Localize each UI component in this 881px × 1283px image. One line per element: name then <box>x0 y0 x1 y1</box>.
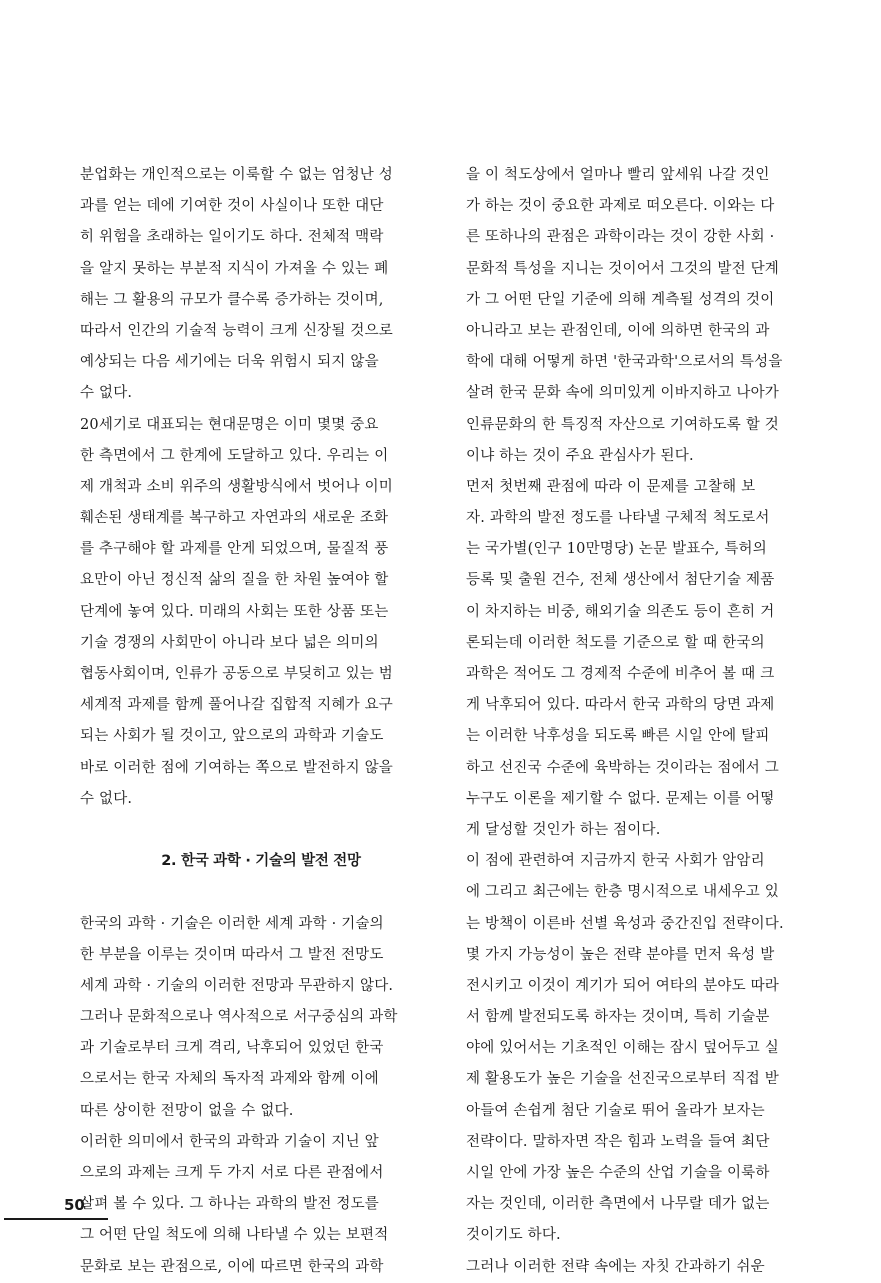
text-line: 른 또하나의 관점은 과학이라는 것이 강한 사회 · <box>466 229 775 246</box>
text-line: 한국의 과학 · 기술은 이러한 세계 과학 · 기술의 <box>80 915 384 932</box>
paragraph <box>466 472 818 846</box>
text-line: 하고 선진국 수준에 육박하는 것이라는 점에서 그 <box>466 759 779 776</box>
page-number: 50 <box>64 1196 85 1214</box>
text-line: 그러나 문화적으로나 역사적으로 서구중심의 과학 <box>80 1009 398 1026</box>
text-line: 과를 얻는 데에 기여한 것이 사실이나 또한 대단 <box>80 198 384 215</box>
spacer <box>80 815 432 846</box>
text-line: 그러나 이러한 전략 속에는 자칫 간과하기 쉬운 <box>466 1258 765 1275</box>
text-line: 한 측면에서 그 한계에 도달하고 있다. 우리는 이 <box>80 447 389 464</box>
text-line: 을 알지 못하는 부분적 지식이 가져올 수 있는 폐 <box>80 260 389 277</box>
text-line: 협동사회이며, 인류가 공동으로 부딪히고 있는 범 <box>80 666 393 682</box>
text-line: 인류문화의 한 특징적 자산으로 기여하도록 할 것 <box>466 416 779 433</box>
text-line: 가 하는 것이 중요한 과제로 떠오른다. 이와는 다 <box>466 198 775 215</box>
spacer <box>80 877 432 908</box>
paragraph <box>80 909 432 1127</box>
paragraph <box>80 1127 432 1283</box>
text-line: 기술 경쟁의 사회만이 아니라 보다 넓은 의미의 <box>80 634 379 651</box>
text-line: 단계에 놓여 있다. 미래의 사회는 또한 상품 또는 <box>80 603 389 620</box>
text-line: 누구도 이론을 제기할 수 없다. 문제는 이를 어떻 <box>466 790 775 807</box>
text-line: 으로서는 한국 자체의 독자적 과제와 함께 이에 <box>80 1071 379 1088</box>
text-line: 이러한 의미에서 한국의 과학과 기술이 지닌 앞 <box>80 1133 379 1150</box>
text-line: 게 달성할 것인가 하는 점이다. <box>466 821 661 838</box>
text-line: 몇 가지 가능성이 높은 전략 분야를 먼저 육성 발 <box>466 946 775 963</box>
text-line: 자는 것인데, 이러한 측면에서 나무랄 데가 없는 <box>466 1196 770 1213</box>
text-line: 살펴 볼 수 있다. 그 하나는 과학의 발전 정도를 <box>80 1196 380 1213</box>
text-line: 먼저 첫번째 관점에 따라 이 문제를 고찰해 보 <box>466 478 756 495</box>
text-line: 이 차지하는 비중, 해외기술 의존도 등이 흔히 거 <box>466 603 775 620</box>
text-line: 아니라고 보는 관점인데, 이에 의하면 한국의 과 <box>466 322 770 339</box>
text-line: 바로 이러한 점에 기여하는 쪽으로 발전하지 않을 <box>80 759 393 776</box>
text-line: 살려 한국 문화 속에 의미있게 이바지하고 나아가 <box>466 385 779 402</box>
text-line: 훼손된 생태계를 복구하고 자연과의 새로운 조화 <box>80 510 389 527</box>
text-line: 과학은 적어도 그 경제적 수준에 비추어 볼 때 크 <box>466 666 775 682</box>
text-line: 세계적 과제를 함께 풀어나갈 집합적 지혜가 요구 <box>80 697 393 714</box>
section-heading: 2. 한국 과학 · 기술의 발전 전망 <box>161 853 361 870</box>
text-line: 아들여 손쉽게 첨단 기술로 뛰어 올라가 보자는 <box>466 1102 765 1119</box>
text-line: 가 그 어떤 단일 기준에 의해 계측될 성격의 것이 <box>466 291 775 308</box>
text-line: 따라서 인간의 기술적 능력이 크게 신장될 것으로 <box>80 322 393 339</box>
text-line: 는 이러한 낙후성을 되도록 빠른 시일 안에 탈피 <box>466 728 770 745</box>
text-line: 20세기로 대표되는 현대문명은 이미 몇몇 중요 <box>80 416 379 433</box>
text-line: 전시키고 이것이 계기가 되어 여타의 분야도 따라 <box>466 977 779 994</box>
text-line: 게 낙후되어 있다. 따라서 한국 과학의 당면 과제 <box>466 697 775 714</box>
text-line: 를 추구해야 할 과제를 안게 되었으며, 물질적 풍 <box>80 541 389 558</box>
text-line: 것이기도 하다. <box>466 1227 561 1244</box>
text-line: 해는 그 활용의 규모가 클수록 증가하는 것이며, <box>80 291 384 308</box>
text-line: 이 점에 관련하여 지금까지 한국 사회가 암암리 <box>466 853 765 870</box>
text-line: 시일 안에 가장 높은 수준의 산업 기술을 이룩하 <box>466 1165 770 1181</box>
left-column <box>80 160 432 1283</box>
footer-rule <box>4 1218 108 1220</box>
text-line: 전략이다. 말하자면 작은 힘과 노력을 들여 최단 <box>466 1133 770 1150</box>
text-line: 론되는데 이러한 척도를 기준으로 할 때 한국의 <box>466 634 765 651</box>
text-line: 한 부분을 이루는 것이며 따라서 그 발전 전망도 <box>80 946 384 963</box>
text-line: 을 이 척도상에서 얼마나 빨리 앞세워 나갈 것인 <box>466 167 770 183</box>
text-line: 학에 대해 어떻게 하면 '한국과학'으로서의 특성을 <box>466 354 783 371</box>
text-line: 등록 및 출원 건수, 전체 생산에서 첨단기술 제품 <box>466 572 775 589</box>
text-line: 과 기술로부터 크게 격리, 낙후되어 있었던 한국 <box>80 1040 384 1057</box>
text-line: 서 함께 발전되도록 하자는 것이며, 특히 기술분 <box>466 1009 770 1026</box>
paragraph <box>466 160 818 472</box>
text-line: 는 국가별(인구 10만명당) 논문 발표수, 특허의 <box>466 541 767 558</box>
text-line: 수 없다. <box>80 790 133 807</box>
text-line: 문화적 특성을 지니는 것이어서 그것의 발전 단계 <box>466 260 779 277</box>
text-line: 분업화는 개인적으로는 이룩할 수 없는 엄청난 성 <box>80 167 393 183</box>
text-line: 수 없다. <box>80 385 133 402</box>
text-line: 예상되는 다음 세기에는 더욱 위험시 되지 않을 <box>80 354 379 371</box>
text-line: 그 어떤 단일 척도에 의해 나타낼 수 있는 보편적 <box>80 1227 389 1244</box>
paragraph <box>466 1252 818 1283</box>
text-line: 제 활용도가 높은 기술을 선진국으로부터 직접 받 <box>466 1071 779 1088</box>
text-line: 문화로 보는 관점으로, 이에 따르면 한국의 과학 <box>80 1258 384 1275</box>
text-line: 요만이 아닌 정신적 삶의 질을 한 차원 높여야 할 <box>80 572 389 589</box>
text-line: 되는 사회가 될 것이고, 앞으로의 과학과 기술도 <box>80 728 384 745</box>
text-line: 에 그리고 최근에는 한층 명시적으로 내세우고 있 <box>466 884 779 901</box>
text-line: 는 방책이 이른바 선별 육성과 중간진입 전략이다. <box>466 915 784 932</box>
text-line: 이냐 하는 것이 주요 관심사가 된다. <box>466 447 694 464</box>
text-line: 자. 과학의 발전 정도를 나타낼 구체적 척도로서 <box>466 510 770 527</box>
paragraph <box>80 160 432 410</box>
text-line: 세계 과학 · 기술의 이러한 전망과 무관하지 않다. <box>80 977 394 994</box>
text-line: 히 위험을 초래하는 일이기도 하다. 전체적 맥락 <box>80 229 384 246</box>
text-line: 으로의 과제는 크게 두 가지 서로 다른 관점에서 <box>80 1165 384 1181</box>
text-line: 야에 있어서는 기초적인 이해는 잠시 덮어두고 실 <box>466 1040 779 1057</box>
paragraph <box>466 846 818 1251</box>
right-column <box>466 160 818 1283</box>
text-line: 제 개척과 소비 위주의 생활방식에서 벗어나 이미 <box>80 478 393 495</box>
text-line: 따른 상이한 전망이 없을 수 없다. <box>80 1102 294 1119</box>
paragraph <box>80 410 432 815</box>
